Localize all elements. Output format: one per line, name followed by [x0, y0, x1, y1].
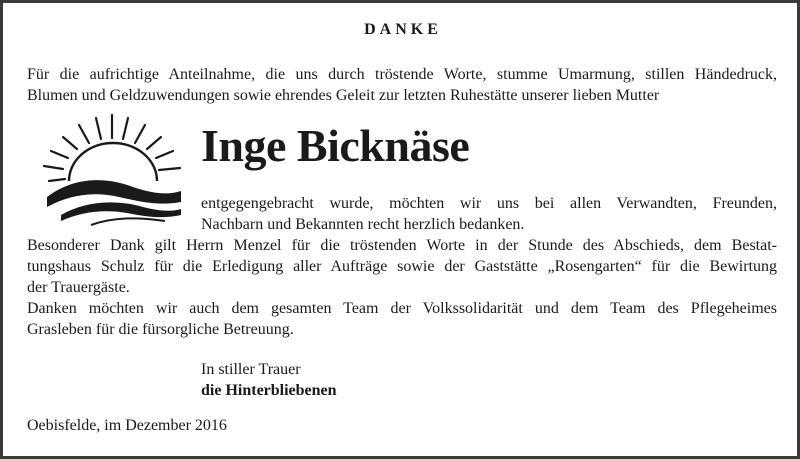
team-thanks-line: Grasleben für die fürsorgliche Betreuung.	[27, 321, 294, 338]
sunset-over-hills-icon	[41, 111, 183, 229]
intro-paragraph	[27, 64, 777, 106]
intro-line: Für die aufrichtige Anteilnahme, die uns durch tröstende Worte, stumme Umarmung, stillen Händedruck,	[27, 66, 777, 83]
special-thanks-line: Besonderer Dank gilt Herrn Menzel für die tröstenden Worte in der Stunde des Abschieds, dem Bestat-	[27, 237, 777, 254]
team-thanks-line: Danken möchten wir auch dem gesamten Team der Volkssolidarität und dem Team des Pflegeheimes	[27, 300, 777, 317]
closing-block	[201, 359, 337, 401]
notice-heading: DANKE	[364, 21, 442, 38]
thanks-line: Nachbarn und Bekannten recht herzlich bedanken.	[201, 216, 525, 233]
intro-line: Blumen und Geldzuwendungen sowie ehrendes Geleit zur letzten Ruhestätte unserer lieben Mutter	[27, 87, 660, 104]
deceased-name: Inge Bicknäse	[201, 120, 470, 171]
closing-phrase: In stiller Trauer	[201, 361, 301, 378]
place-date: Oebisfelde, im Dezember 2016	[27, 417, 227, 434]
thanks-line: entgegengebracht wurde, möchten wir uns bei allen Verwandten, Freunden,	[201, 195, 777, 212]
signature: die Hinterbliebenen	[201, 382, 337, 399]
thanks-paragraph	[201, 193, 777, 235]
team-thanks-paragraph	[27, 298, 777, 340]
special-thanks-paragraph	[27, 235, 777, 298]
special-thanks-line: der Trauergäste.	[27, 279, 130, 296]
special-thanks-line: tungshaus Schulz für die Erledigung aller Aufträge sowie der Gaststätte „Rosengarten“ für die Bewirtung	[27, 258, 777, 275]
